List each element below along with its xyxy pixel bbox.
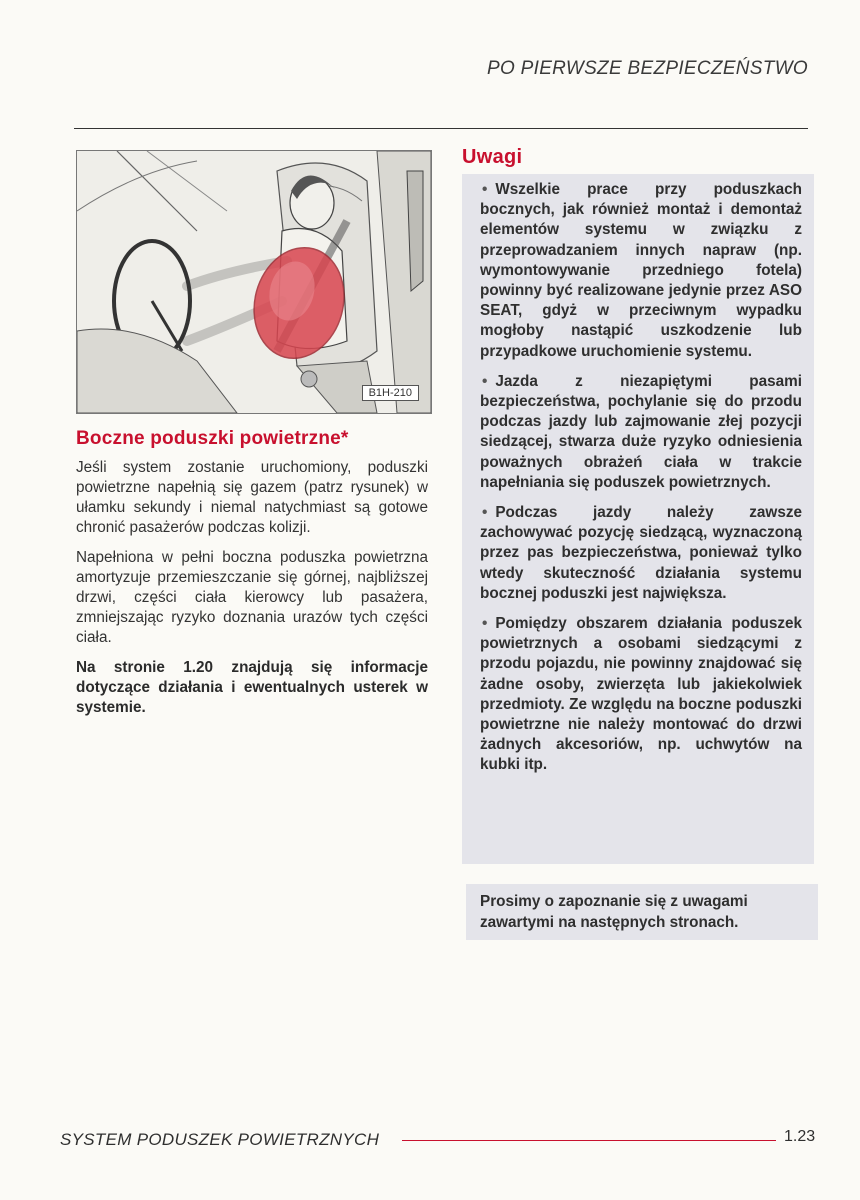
left-column xyxy=(76,428,428,728)
note-text: Wszelkie prace przy poduszkach bocznych, jak również montaż i demontaż elementów systemu w związku z przeprowadzaniem innych napraw (np. wymontowywanie przedniego fotela) powinny być realizowane jedynie przez ASO SEAT, gdyż w przeciwnym wypadku mogłoby nastąpić uszkodzenie lub przypadkowe uruchomienie systemu. xyxy=(480,181,802,360)
note-text: Jazda z niezapiętymi pasami bezpieczeństwa, pochylanie się do przodu podczas jazdy lub zajmowanie złej pozycji siedzącej, stwarza duże ryzyko odniesienia poważnych obrażeń ciała w trakcie napełniania się poduszek powietrznych. xyxy=(480,372,802,491)
header-divider xyxy=(74,128,808,129)
side-airbag-illustration xyxy=(76,150,432,414)
note-item xyxy=(480,503,802,604)
illustration-drawing xyxy=(77,151,431,413)
note-text: Pomiędzy obszarem działania poduszek powietrznych a osobami siedzącymi z przodu pojazdu, nie powinny znajdować się żadne osoby, zwierzęta lub jakiekolwiek przedmioty. Ze względu na boczne poduszki powietrzne nie należy montować do drzwi żadnych akcesoriów, np. uchwytów na kubki itp. xyxy=(480,615,802,774)
info-box xyxy=(466,884,818,940)
bullet-icon: • xyxy=(482,181,488,198)
reference-paragraph: Na stronie 1.20 znajdują się informacje dotyczące działania i ewentualnych usterek w systemie. xyxy=(76,659,428,716)
note-item xyxy=(480,372,802,493)
page-header-title: PO PIERWSZE BEZPIECZEŃSTWO xyxy=(487,58,808,79)
note-item xyxy=(480,180,802,362)
bullet-icon: • xyxy=(482,372,488,390)
section-heading: Boczne poduszki powietrzne* xyxy=(76,428,349,449)
note-item xyxy=(480,614,802,776)
bullet-icon: • xyxy=(482,504,488,522)
notes-heading: Uwagi xyxy=(462,146,523,168)
note-text: Podczas jazdy należy zawsze zachowywać pozycję siedzącą, wyznaczoną przez pas bezpieczeństwa, ponieważ tylko wtedy skuteczność działania systemu bocznej poduszki jest największa. xyxy=(480,504,802,602)
bullet-icon: • xyxy=(482,615,488,633)
figure-label: B1H-210 xyxy=(362,385,419,401)
page-number: 1.23 xyxy=(784,1128,816,1145)
info-text: Prosimy o zapoznanie się z uwagami zawartymi na następnych stronach. xyxy=(480,893,748,931)
footer-title: SYSTEM PODUSZEK POWIETRZNYCH xyxy=(60,1130,380,1149)
paragraph-1: Jeśli system zostanie uruchomiony, poduszki powietrzne napełnią się gazem (patrz rysunek) w ułamku sekundy i niemal natychmiast są gotowe chronić pasażerów podczas kolizji. xyxy=(76,459,428,536)
footer-divider xyxy=(402,1140,776,1141)
notes-box xyxy=(462,174,814,864)
paragraph-2: Napełniona w pełni boczna poduszka powietrzna amortyzuje przemieszczanie się górnej, najbliższej drzwi, części ciała kierowcy lub pasażera, zmniejszając ryzyko doznania urazów tych części ciała. xyxy=(76,549,428,646)
